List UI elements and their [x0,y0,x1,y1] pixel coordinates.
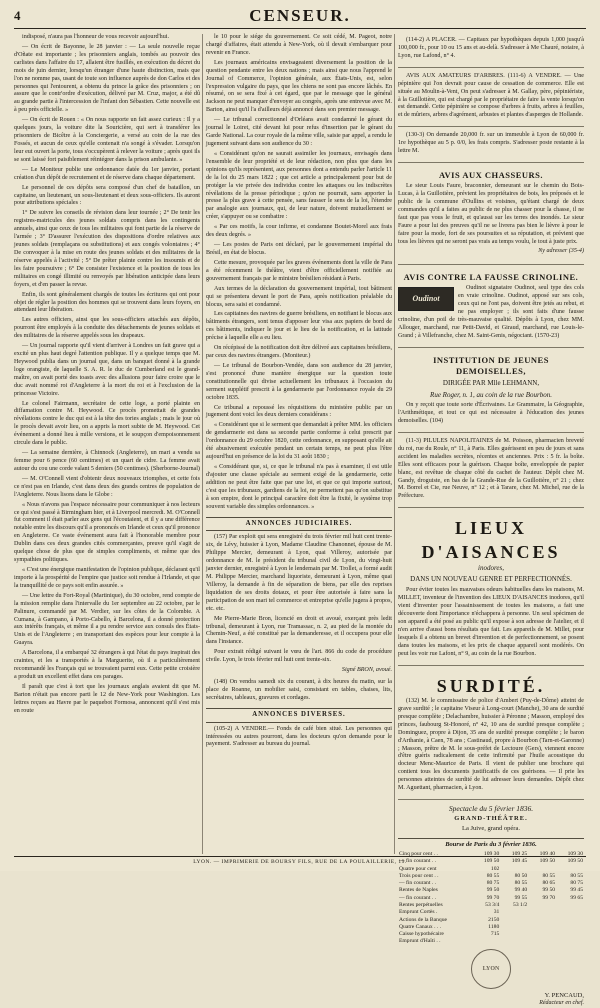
bourse-value: 109 25 [511,851,528,858]
bourse-value [556,866,584,873]
legal-notice: (148) On vendra samedi six du courant, à dix heures du matin, sur la place de Roanne, un mobilier saisi, consistant en tables, chaises, lits, secrétaires, tableaux, gravures et cordages. [206,679,392,701]
bourse-value: 109 50 [567,858,583,865]
newspaper-title: CENSEUR. [249,6,351,25]
bourse-value: 80 50 [514,872,528,879]
article-paragraph: « Considérant que si le serment que demandait à prêter MM. les officiers de gendarmerie est dans sa seconde partie conforme à celui prescrit par l'ordonnance du 29 octobre 1820, cette ordonnance, en supposant qu'elle ait été abusivement exécutée pendant un certain temps, ne peut plus l'être aujourd'hui en présence de la loi du 31 août 1830 ; [206,422,392,461]
bourse-label: Trois pour cent . . [399,872,439,879]
table-row [398,887,584,894]
column-divider [394,34,395,854]
ad-institution [398,350,584,433]
ad-text: Le sieur Louis Faure, braconnier, demeurant sur le chemin du Bois-Lucas, à la Guillotière, prévient les propriétaires de bois, les préposés et le public de la commune d'Oullins et voisines, qu'étant chargé de deux commandes qu'il a faites au public de ne plus chasser pour la chasse, il ne faut que pas vous le fruit, et qu'aussi sur les terres des inondés. Le sieur Faure a pour lui des preuves qu'il ne se livrera pas bien le lièvre à pour le faire pour la mode, fort de ses poursuites et sa réputation, et prévient que tous les lièvres qui ne seront pas vrais au temps voulu, le tout à juste prix. [398,183,584,245]
article-paragraph: On récépissé de la notification doit être délivré aux capitaines brésiliens, par ceux des navires étrangers. (Moniteur.) [206,345,392,360]
ad-capitaux [398,34,584,68]
bourse-value: 80 55 [514,880,528,887]
ad-text: On y reçoit que toute sorte d'Écrivaines. Le Grammaire, la Géographie, l'Arithmétique, et tout ce qui est nécessaire à l'éducation des jeunes demoiselles. (104) [398,402,584,425]
bourse-value: 80 75 [570,880,583,887]
bourse-value [472,938,500,945]
article-paragraph: Les autres officiers, ainsi que les sous-officiers attachés aux dépôts, pourront être employés à la conduite des détachements de jeunes soldats et des militaires de la réserve appelés sous les drapeaux. [14,317,200,340]
bourse-value [528,902,556,909]
bourse-value: 80 65 [542,880,556,887]
bourse-value [556,938,584,945]
ad-surdite [398,668,584,800]
bourse-value: 80 55 [486,872,500,879]
article-paragraph: « Considérant que, si, ce que le tribunal n'a pas à examiner, il est utile d'ajouter une clause spéciale au serment exigé de la gendarmerie, cette addition ne peut être faite que par une loi, et que ce qui importe surtout, c'est que les tribunaux, gardiens de la loi, ne permettent pas qu'on substitue à son empire, dont le principal caractère doit être la fixité, le système trop souvent variable des simples ordonnances. » [206,464,392,510]
ad-aisances [398,510,584,665]
article-paragraph: Les journaux américains envisageaient diversement la position de la question pendante entre les deux nations ; mais ainsi que nous l'apprend le Journal of Commerce, l'opinion générale, aux États-Unis, est, selon l'expression vulgaire du pays, que les chiens ne sont pas encore lâchés. En résumé, on se sera fixé à cet égard, que par le message que le général Jackson ne peut manquer d'envoyer au congrès, après une entrevue avec M. Barton, ainsi qu'il l'a d'ailleurs déjà annoncé dans son premier message. [206,59,392,114]
bourse-value: 99 70 [542,894,556,901]
registration-stamp: LYON [471,949,511,989]
bourse-label: Cinq pour cent . . [399,851,438,858]
article-paragraph: le 10 pour le siége du gouvernement. Ce soit cédé, M. Pageot, notre chargé d'affaires, était attendu à New-York, où il devait s'embarquer pour revenir en France. [206,34,392,56]
ad-signature: Ny adresser (35-4) [538,248,584,255]
ad-chasseurs [398,165,584,265]
bourse-table [398,851,584,945]
crinoline-logo: Oudinot [398,287,454,311]
ad-text: (132) M. le commissaire de police d'Ambert (Puy-de-Dôme) atteint de grave surdité ; le capitaine Viseur à Long-court (Manche), 30 ans de surdité presque complète ; Delachambre, huissier à Péronne ; Masson, employé des princes, faubourg St-Honoré, n° 42, 10 ans de surdité presque complète ; Dominguez, propre à Dijon, 35 ans de surdité presque complète ; le baron d'Arthanie, à Caen, 78 ans ; Castinaud, propre à Bourbon (Tarn-et-Garonne) ; Masson, prêtre de M. le sous-préfet de Lectoure (Gers), viennent encore d'être guéris radicalement de cette infirmité par l'huile acoustique du docteur Menc-Maurice de Paris. Il vient de publier une brochure qui contient tous les documents justificatifs de ces guérisons. — Il prie les personnes atteintes de surdité de lui adresser leurs demandes. Dépôt chez M. Aguettant, pharmacien, à Lyon. [398,697,584,792]
bourse-value: 99 55 [514,894,528,901]
bourse-label: Quatre Canaux . . . [399,923,442,930]
article-paragraph: Ce tribunal a repoussé les réquisitions du ministère public par un jugement dont voici les deux derniers considérans : [206,404,392,419]
bourse-value [556,909,584,916]
editor-name: Y. PENCAUD, [544,991,584,999]
bourse-value [528,924,556,931]
article-paragraph: indisposé, n'aura pas l'honneur de vous recevoir aujourd'hui. [22,34,169,40]
bourse-value [500,931,528,938]
bourse-value [528,866,556,873]
bourse-value: 109 40 [539,851,556,858]
ad-text: Pour éviter toutes les mauvaises odeurs habituelles dans les maisons, M. MILLET, inventeur de l'invention des LIEUX D'AISANCES inodores, qu'il vient d'inventer pour l'assainissement de toutes les maisons, a fait une découverte dont l'importance n'échappera à personne. Un seul spécimen de son appareil a été posé au public qu'il expose à son adresse de l'atelier, et il n'en arrive d'aussi bons résultats que fait. Les appareils de M. Millet, pour lesquels il a obtenu un brevet d'invention et de perfectionnement, se posent dans toutes les maisons, et les prix de chaque appareil sont modérés. On peut les voir rue Lafont, n° 9, au coin de la rue Bourbon. [398,587,584,657]
legal-notice: (157) Par exploit qui sera enregistré du trois février mil huit cent trente-six, de Lévy, huissier à Lyon, Madame Claudine Chanonnet, épouse de M. Philippe Mercier, demeurant à Lyon, quai Villeroy, autorisée par ordonnance de M. le président du tribunal civil de Lyon, du vingt-huit janvier dernier, enregistré à Lyon le lendemain par M. Trollet, a formé audit M. Philippe Mercier, marchand liquoriste, demeurant à Lyon, même quai Villeroy, la demande à fin de séparation de biens, par elle des reprises liquidation de ses droits dotaux, et pour être autorisée à faire sans la participation de son mari tel commerce et entreprise qu'elle jugera à propos, etc. etc. [206,534,392,612]
article-paragraph: Il paraît que c'est à tort que les journaux anglais avaient dit que M. Barton n'était pas encore parti le 12 de New-York pour Washington. Les lettres reçues au Havre par le paquebot Formosa, annoncent qu'il s'est mis en route [14,683,200,714]
bourse-heading: Bourse de Paris du 3 février 1836. [398,838,584,849]
article-paragraph: — Les postes de Paris ont déclaré, par le gouvernement impérial du Brésil, en état de blocus. [206,242,392,256]
bourse-value: 53 3/4 [485,901,500,908]
bourse-label: Caisse hypothécaire [399,931,444,938]
article-paragraph: Les capitaines des navires de guerre brésiliens, en notifiant le blocus aux bâtiments étrangers, sont tenus d'apposer leur visa aux papiers de bord de ces bâtiments, indiquer le jour et le lieu de la notification, et la latitude précise à laquelle elle a eu lieu. [206,311,392,342]
bourse-value: 99 45 [570,887,583,894]
spectacle-heading: Spectacle du 5 février 1836. [448,804,534,814]
table-row [398,917,584,924]
ad-text: (114-2) A PLACER. — Capitaux par hypothèques depuis 1,000 jusqu'à 100,000 fr., pour 10 ou 15 ans et au-delà. S'adresser à Me Chauré, notaire, à Lyon, rue Lafond, n° 4. [398,37,584,59]
ad-title: INSTITUTION DE JEUNES DEMOISELLES, [433,354,549,376]
bourse-label: Quatre pour cent [399,865,437,872]
bourse-value [556,924,584,931]
article-paragraph: Cette mesure, provoquée par les graves événements dont la ville de Para a été récemment le théâtre, vient d'être officiellement notifiée au gouvernement français par le ministre brésilien résidant à Paris. [206,259,392,282]
bourse-value [500,909,528,916]
bourse-value: 31 [493,909,500,916]
editor-role: Rédacteur en chef. [539,1000,584,1006]
ad-subtitle: DANS UN NOUVEAU GENRE ET PERFECTIONNÉS. [410,575,572,584]
table-row [398,902,584,909]
bourse-value: 53 1/2 [513,901,528,908]
ad-title: LIEUX D'AISANCES [421,518,561,562]
ad-text: Oudinot signataire Oudinot, seul type des cols en vraie crinoline. Oudinot, apposé sur ses cols, ceux qui ne l'ont pas, doivent être jetés au rebut, et ne pas employer ; ils sont faits d'une fausse crinoline, d'un poil de très-mauvaise qualité. Dépôts à Lyon, chez MM. Allouger, marchand, rue Petit-David, et Giraud, marchand, rue Louis-le-Grand ; à Villefranche, chez M. Saint-Genis, négociant. (1570-23) [398,285,584,339]
ad-title: AVIS AUX CHASSEURS. [438,170,544,181]
table-row [398,895,584,902]
legal-notice: Pour extrait rédigé suivant le vœu de l'art. 866 du code de procédure civile. Lyon, le trois février mil huit cent trente-six. [206,649,392,664]
article-paragraph: — Le tribunal correctionnel d'Orléans avait condamné le gérant du journal le Loiret, cité devant lui pour refus d'insertion par le gérant du Garde National. La cour royale de la même ville, saisie par appel, a rendu le jugement suivant dans son audience du 30 : [206,117,392,147]
bourse-value [528,917,556,924]
section-heading-diverses: ANNONCES DIVERSES. [206,708,392,723]
article-paragraph: Aux termes de la déclaration du gouvernement impérial, tout bâtiment qui se présentera devant le port de Para, après notification préalable du blocus, sera saisi et condamné. [206,285,392,308]
bourse-value: 109 30 [483,851,500,858]
bourse-value [500,924,528,931]
bourse-value [556,917,584,924]
article-paragraph: Enfin, ils sont généralement chargés de toutes les écritures qui ont pour objet de régler la position des hommes qui se trouvent dans leurs foyers, en attendant leur libération. [14,291,200,314]
bourse-value: 99 50 [542,887,556,894]
article-paragraph: A Barcelona, il a embarqué 32 étrangers à qui l'état du pays inspirait des craintes, et les a transportés à la Marguerite, où il a particulièrement recommandé les Français qui se trouvaient parmi eux. Cette petite croisière a produit un excellent effet dans ces parages. [14,650,200,680]
bourse-value [556,902,584,909]
ad-text: (11-3) PILULES NAPOLITAINES de M. Poisson, pharmacien breveté du roi, rue du Roule, n° 11, à Paris. Elles guérissent en peu de jours et sans accident les maladies secrètes, récentes et anciennes. Prix : 5 fr. la boîte. Elles sont efficaces pour la guérison. Chaque boîte, enveloppée de papier blanc, est revêtue de chaque côté du cachet de l'auteur. Dépôt chez M. Gandy, droguiste, en bas de la Grande-Rue de la Guillotière, n° 21 ; chez M. Borrel et Cie, rue Neuve, n° 12 ; et à Tarare, chez M. Michel, rue de la Préfecture. [398,437,584,500]
theatre-bill: La Juive, grand opéra. [462,825,520,833]
bourse-label: — fin courant . . [399,858,436,865]
bourse-value: 80 55 [570,872,583,879]
ad-text: (130-3) On demande 20,000 fr. sur un immeuble à Lyon de 60,000 fr. 1re hypothèque au 5 p. 0/0, les frais compris. S'adresser poste restante à la lettre M. [398,132,584,155]
ad-subtitle: inodores, [478,564,504,573]
bourse-value [500,938,528,945]
article-paragraph: — Le tribunal de Bourbon-Vendée, dans son audience du 28 janvier, s'est prononcé d'une manière énergique sur la question toute constitutionnelle qui divise actuellement les tribunaux à l'occasion du serment supplétif prescrit à la gendarmerie par l'ordonnance royale du 29 octobre 1835. [206,362,392,401]
table-row [398,866,584,873]
ad-crinoline [398,267,584,348]
table-row [398,938,584,945]
bourse-value: 80 75 [486,880,500,887]
ad-address: Rue Roger, n. 1, au coin de la rue Bourbon. [430,391,552,400]
notice-signature: Signé BRON, avoué. [341,667,392,674]
bourse-value: 715 [490,931,500,938]
bourse-value [556,931,584,938]
bourse-value: 109 45 [511,858,528,865]
table-row [398,909,584,916]
bourse-label: Actions de la Banque [399,916,448,923]
column-middle [206,34,392,751]
ad-arbres [398,70,584,128]
ad-emprunt [398,129,584,163]
ad-pilules [398,435,584,508]
article-paragraph: — M. O'Connell vient d'obtenir deux nouveaux triomphes, et cette fois ce n'est pas en Irlande, c'est dans deux des grands centres de population de l'Angleterre. Nous lisons dans le Globe : [14,475,200,498]
printer-imprint: LYON. — IMPRIMERIE DE BOURSY FILS, RUE DE LA POULAILLERIE, 19. [14,856,586,865]
ad-text: AVIS AUX AMATEURS D'ARBRES. (111-6) A VENDRE. — Une pépinière qui l'on devrait pour cause de cessation de commerce. Elle est située au Moulin-à-Vent, On peut s'adresser à M. Gallay, père, pépiniériste, à la Guillotière, qui est chargé par le propriétaire de faire la vente lorsqu'on est demandé. Cette pépinière se compose d'arbres à fruits, arbres à feuilles, et de mûriers, arbres d'agrément, arbustes et plantes d'asperges de Hollande. [398,72,584,119]
article-paragraph: — Un journal rapporte qu'il vient d'arriver à Londres un fait grave qui a excité un plus haut degré l'attention publique. Il y a quelque temps que M. Heywood publia dans un journal que, dans un banquet donné à la grande loge orangiste, de laquelle S. A. R. le duc de Cumberland est le grand-maître, on avait porté des toasts avec des allusions pour faire croire que le duc avait nommé roi d'Angleterre à la mort du roi et à l'exclusion de la princesse Victoire. [14,343,200,397]
bourse-label: Emprunt d'Haïti . . [399,938,441,945]
table-row [398,873,584,880]
bourse-value [528,938,556,945]
article-paragraph: « Nous n'avons pas l'espace nécessaire pour communiquer à nos lecteurs ce qui s'est passé à Birmingham hier, et à Liverpool mercredi. M. O'Connell fut comment il était parler aux gens qui l'écoutaient, et il y a une différence notable entre les discours qu'il a prononcés en Irlande et ceux qu'il prononce en Angleterre. Ce vaste événement aura fait à l'honorable membre pour Dublin dans ces deux grandes cités commerçantes, preuve qu'il s'agit de quelque chose de plus que de simples compliments, et même que des sympathies politiques. [14,501,200,564]
bourse-value: 99 70 [486,894,500,901]
article-paragraph: — On écrit de Rouen : « On nous rapporte un fait assez curieux : Il y a quelques jours, la voiture dite la Souricière, qui sert à transférer les prisonniers de Bicêtre à la Conciergerie, a versé au coin de la rue des Fossés, et aucun de ceux qu'elle contenait n'a songé à s'évader. Lorsqu'on leur eut ouvert la porte, tous s'occupèrent à relever la voiture ; après quoi ils se sont laissé fort paisiblement réintégrer dans la prison ambulante. » [14,117,200,163]
bourse-value: 2150 [488,916,500,923]
article-paragraph: Le personnel de ces dépôts sera composé d'un chef de bataillon, un capitaine, un lieutenant, un sous-lieutenant et deux sous-officiers. Ils auront pour attributions spéciales : [14,184,200,207]
theatre-name: GRAND-THÉÂTRE. [454,814,528,822]
bourse-value: 109 30 [567,851,583,858]
article-paragraph: « Considérant qu'on ne saurait assimiler les journaux, envisagés dans l'ensemble de leur propriété et de leur rédaction, non plus que dans les opinions qu'ils représentent, aux personnes dont a entendu parler l'article 11 de la loi du 25 mars 1822 ; que cet article a principalement pour but de protéger la vie privée des individus contre les attaques ou les indiscrètes révélations de la presse périodique ; qu'on ne pourrait, sans apporter la presse la plus grave à cette pensée, sans fausser le sens de la loi, l'étendre par analogie aux journaux, qui, de leur nature, doivent mutuellement se créer, s'appuyer ou se combattre : [206,150,392,221]
article-paragraph: « Par ces motifs, la cour infirme, et condamne Boutet-Morel aux frais des deux degrés. » [206,224,392,239]
article-paragraph: « C'est une énergique manifestation de l'opinion publique, déclarant qu'il importe à la prospérité de l'empire que justice soit rendue à l'Irlande, et que la tranquillité de ce pays soit enfin assurée. » [14,567,200,589]
bourse-value: 99 50 [486,887,500,894]
bourse-label: — fin courant . . [399,894,436,901]
article-paragraph: — La semaine dernière, à Chinnock (Angleterre), un mari a vendu sa femme pour 6 pence (60 centimes) et un quart de cidre. La femme avait autour du cou une corde valant 5 deniers (50 centimes). (Sherborne-Journal) [14,450,200,472]
article-paragraph: Le colonel Fairmann, secrétaire de cette loge, a porté plainte en diffamation contre M. Heywood. Ce procès promettait de grandes révélations contre le duc qui est à la tête des tories anglais ; mais le jour où le procès devait avoir lieu, on a appris la mort subite de M. Heywood. Cet événement a donné lieu à mille versions, et le soupçon d'empoisonnement circule dans le public. [14,400,200,447]
article-paragraph: 1° De suivre les conseils de révision dans leur tournée ; 2° De tenir les registres-matricules des jeunes soldats compris dans les contingents annuels, ainsi que ceux de tous les militaires qui font partie de la réserve de l'armée ; 3° D'assurer l'exécution des dispositions d'ordre relatives aux jeunes soldats (remplaçans ou substitutions) et aux congés volontaires ; 4° De convoquer à la mise en route des jeunes soldats et des militaires de la réserve appelés à l'activité ; 5° De prêter plainte contre les insoumis et de les faire poursuivre ; 6° De consister l'existence et la position de tous les militaires en congé illimité ou renvoyés par libération anticipée dans leurs foyers, et d'en passer la revue. [14,210,200,288]
bourse-value: 99 40 [514,887,528,894]
legal-notice: Me Pierre-Marie Bron, licencié en droit et avoué, exerçant près ledit tribunal, demeurant à Lyon, rue Tramassac, n. 2, au pied de la montée du Chemin-Neuf, a été constitué par la demanderesse, et il occupera pour elle dans l'instance. [206,615,392,646]
article-paragraph: — Le Moniteur publie une ordonnance datée du 1er janvier, portant création d'un dépôt de recrutement et de réserve dans chaque département. [14,166,200,181]
bourse-value: 109 50 [483,858,500,865]
page-number: 4 [14,8,21,23]
ad-title: SURDITÉ. [436,675,546,696]
section-heading-judiciaires: ANNONCES JUDICIAIRES. [206,517,392,532]
table-row [398,924,584,931]
bourse-value: 109 50 [539,858,556,865]
bourse-value [500,917,528,924]
bourse-value: 1180 [488,923,500,930]
bourse-label: Emprunt Cortès . [399,909,438,916]
ad-subtitle: DIRIGÉE PAR Mlle LEHMANN, [442,379,540,387]
ad-title: AVIS CONTRE LA FAUSSE CRINOLINE. [403,272,579,283]
table-row [398,931,584,938]
bourse-value: 102 [490,865,500,872]
bourse-label: — fin courant . . [399,880,436,887]
classified-ad: (105-2) A VENDRE.— Fonds de café bien situé. Les personnes qui intéressées ou autres pourront, dans les docteurs qu'on demande pour le payement. S'adresser au bureau du journal. [206,725,392,748]
masthead [14,6,586,29]
article-paragraph: — Une lettre du Fort-Royal (Martinique), du 30 octobre, rend compte de la mission remplie dans l'intervalle du 1er septembre au 22 octobre, par le Palinure, commandé par M. Verdier, sur les côtes de la Colombie. A Cumana, à Gampano, à Porto-Cabello, à Barcelona, il a donné protection aux intérêts français, et même il a pu rendre service aux consuls des États-Unis et de l'Angleterre ; en transportant des espèces pour leur compte à la Guayra. [14,592,200,647]
article-paragraph: — On écrit de Bayonne, le 28 janvier : — La seule nouvelle reçue d'Oñate est importante ; les prisonniers anglais, tombés au pouvoir des carlistes dans l'affaire du 17, allaient être fusillés, en exécution du décret du mois de juin dernier, lorsqu'un étranger d'une haute distinction, mais que l'on ne nomme pas, usant de toute son influence auprès de don Carlos et des personnes qui l'entourent, a obtenu du prince la grâce des prisonniers ; on assure que le contr'ordre d'exécution, délivré par M. Cruz, major, a été dû au grande partie à l'intercession de l'infant don Sébastien. Cette nouvelle est à peu près officielle. » [14,43,200,114]
bourse-value: 99 65 [570,894,583,901]
column-left [14,34,200,718]
bourse-label: Rentes perpétuelles [399,901,443,908]
column-divider [202,34,203,854]
bourse-label: Rentes de Naples [399,887,438,894]
bourse-value [500,866,528,873]
bourse-value [528,931,556,938]
table-row [398,880,584,887]
bourse-value: 80 55 [542,872,556,879]
bourse-value [528,909,556,916]
